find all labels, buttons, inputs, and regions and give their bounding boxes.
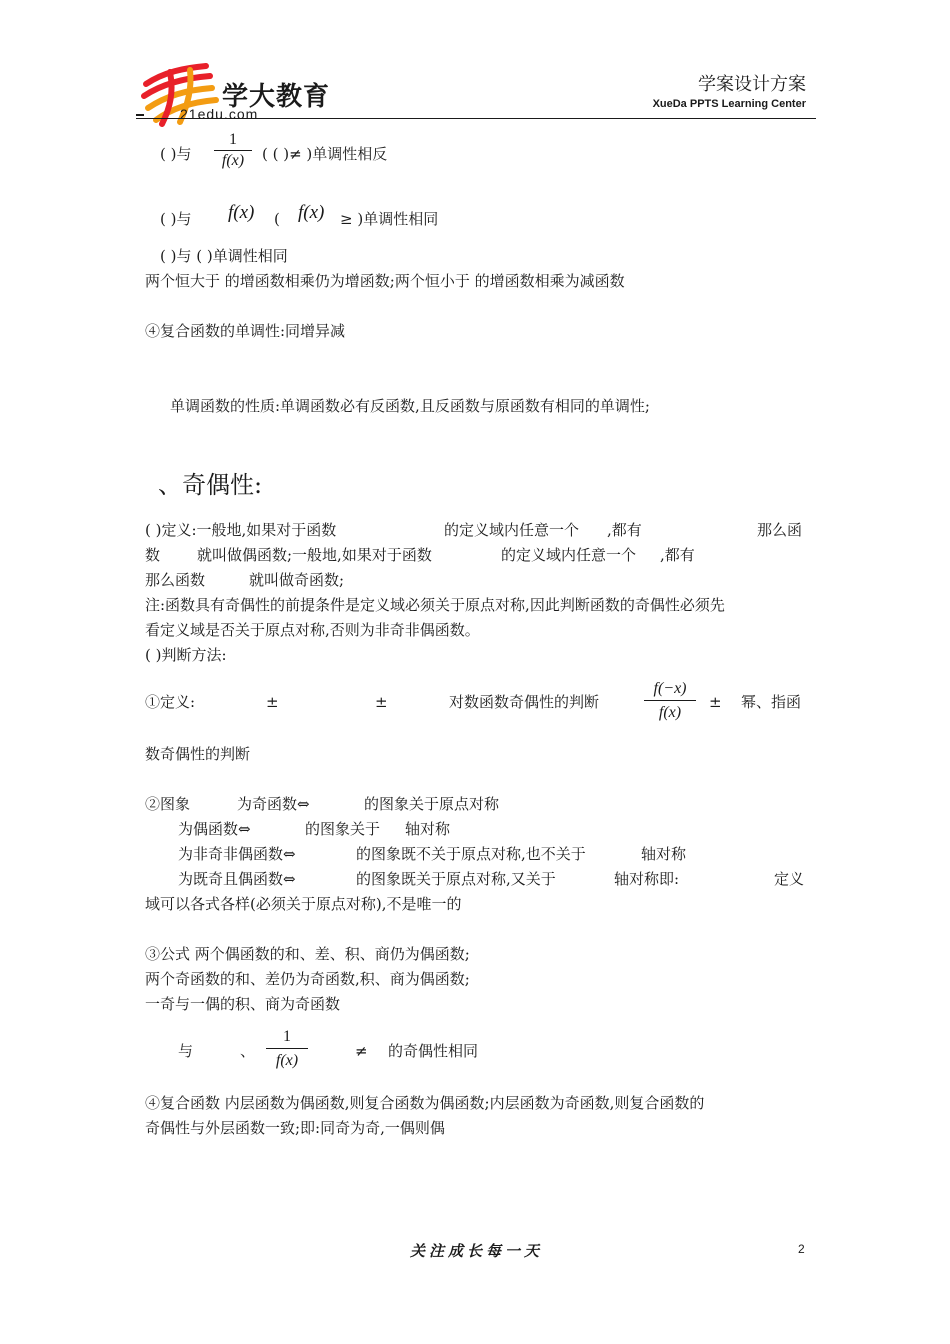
- line-2b: (: [274, 210, 280, 228]
- line-2c: ≥ )单调性相同: [340, 210, 439, 228]
- method-1d: 数奇偶性的判断: [145, 745, 251, 763]
- graph-5: 域可以各式各样(必须关于原点对称),不是唯一的: [145, 895, 462, 913]
- header-divider: [136, 118, 816, 119]
- line-4: 两个恒大于 的增函数相乘仍为增函数;两个恒小于 的增函数相乘为减函数: [145, 272, 625, 290]
- def-1a: ( )定义:一般地,如果对于函数: [145, 521, 337, 539]
- graph-4c: 轴对称即:: [614, 870, 680, 888]
- fraction-2: [644, 678, 696, 725]
- method-1-pm1: ±: [266, 693, 279, 711]
- graph-2b: 的图象关于: [305, 820, 381, 838]
- line-2a: ( )与: [160, 210, 192, 228]
- formula-3: 一奇与一偶的积、商为奇函数: [145, 995, 341, 1013]
- line-1b: ( ( )≠ )单调性相反: [262, 145, 388, 163]
- graph-3a: 为非奇非偶函数⇔: [178, 845, 296, 863]
- header-tick: [136, 114, 144, 116]
- method-1-pm3: ±: [709, 693, 722, 711]
- line-2-fx2: f(x): [298, 202, 325, 223]
- graph-4a: 为既奇且偶函数⇔: [178, 870, 296, 888]
- formula-4a: 与: [178, 1042, 194, 1060]
- method-1c: 幂、指函: [741, 693, 802, 711]
- method-1b: 对数函数奇偶性的判断: [449, 693, 600, 711]
- logo-text: 学大教育: [222, 81, 331, 111]
- line-3: ( )与 ( )单调性相同: [160, 247, 288, 265]
- composite-2: 奇偶性与外层函数一致;即:同奇为奇,一偶则偶: [145, 1119, 445, 1137]
- method-heading: ( )判断方法:: [145, 646, 227, 664]
- header-subtitle: XueDa PPTS Learning Center: [652, 98, 806, 110]
- fraction-1-num: 1: [229, 131, 237, 148]
- def-1c: ,都有: [607, 521, 642, 539]
- formula-2: 两个奇函数的和、差仍为奇函数,积、商为偶函数;: [145, 970, 470, 988]
- fraction-3: [266, 1026, 308, 1073]
- line-2-fx: f(x): [228, 202, 255, 223]
- graph-1b: 为奇函数⇔: [237, 795, 310, 813]
- fraction-3-den: f(x): [266, 1048, 308, 1073]
- graph-2c: 轴对称: [405, 820, 451, 838]
- page-number: 2: [798, 1242, 805, 1256]
- formula-4d: 的奇偶性相同: [388, 1042, 479, 1060]
- def-2c: 的定义域内任意一个: [501, 546, 637, 564]
- def-3b: 就叫做奇函数;: [249, 571, 345, 589]
- logo-url: 21edu.com: [180, 106, 259, 122]
- fraction-1: [214, 130, 252, 171]
- note-1: 注:函数具有奇偶性的前提条件是定义域必须关于原点对称,因此判断函数的奇偶性必须先: [145, 596, 725, 614]
- line-5: ④复合函数的单调性:同增异减: [145, 322, 346, 340]
- fraction-1-den: f(x): [214, 150, 252, 171]
- graph-1a: ②图象: [145, 795, 191, 813]
- fraction-2-den: f(x): [644, 700, 696, 725]
- line-1a: ( )与: [160, 145, 192, 163]
- def-3a: 那么函数: [145, 571, 206, 589]
- graph-3c: 轴对称: [641, 845, 687, 863]
- graph-2a: 为偶函数⇔: [178, 820, 251, 838]
- method-1a: ①定义:: [145, 693, 196, 711]
- def-1d: 那么函: [757, 521, 803, 539]
- graph-4b: 的图象既关于原点对称,又关于: [356, 870, 556, 888]
- def-1b: 的定义域内任意一个: [444, 521, 580, 539]
- formula-4b: 、: [240, 1042, 256, 1060]
- note-2: 看定义域是否关于原点对称,否则为非奇非偶函数。: [145, 621, 480, 639]
- formula-4c: ≠: [355, 1042, 368, 1060]
- fraction-2-num: f(−x): [653, 680, 687, 697]
- def-2d: ,都有: [660, 546, 695, 564]
- graph-1c: 的图象关于原点对称: [364, 795, 500, 813]
- section-title: 、奇偶性:: [158, 471, 263, 499]
- header-title: 学案设计方案: [698, 74, 806, 94]
- method-1-pm2: ±: [375, 693, 388, 711]
- def-2a: 数: [145, 546, 161, 564]
- footer-slogan: 关注成长每一天: [410, 1242, 544, 1260]
- fraction-3-num: 1: [283, 1028, 291, 1045]
- graph-3b: 的图象既不关于原点对称,也不关于: [356, 845, 586, 863]
- def-2b: 就叫做偶函数;一般地,如果对于函数: [197, 546, 432, 564]
- graph-4d: 定义: [774, 870, 805, 888]
- composite-1: ④复合函数 内层函数为偶函数,则复合函数为偶函数;内层函数为奇函数,则复合函数的: [145, 1094, 705, 1112]
- line-6: 单调函数的性质:单调函数必有反函数,且反函数与原函数有相同的单调性;: [170, 397, 650, 415]
- formula-1: ③公式 两个偶函数的和、差、积、商仍为偶函数;: [145, 945, 470, 963]
